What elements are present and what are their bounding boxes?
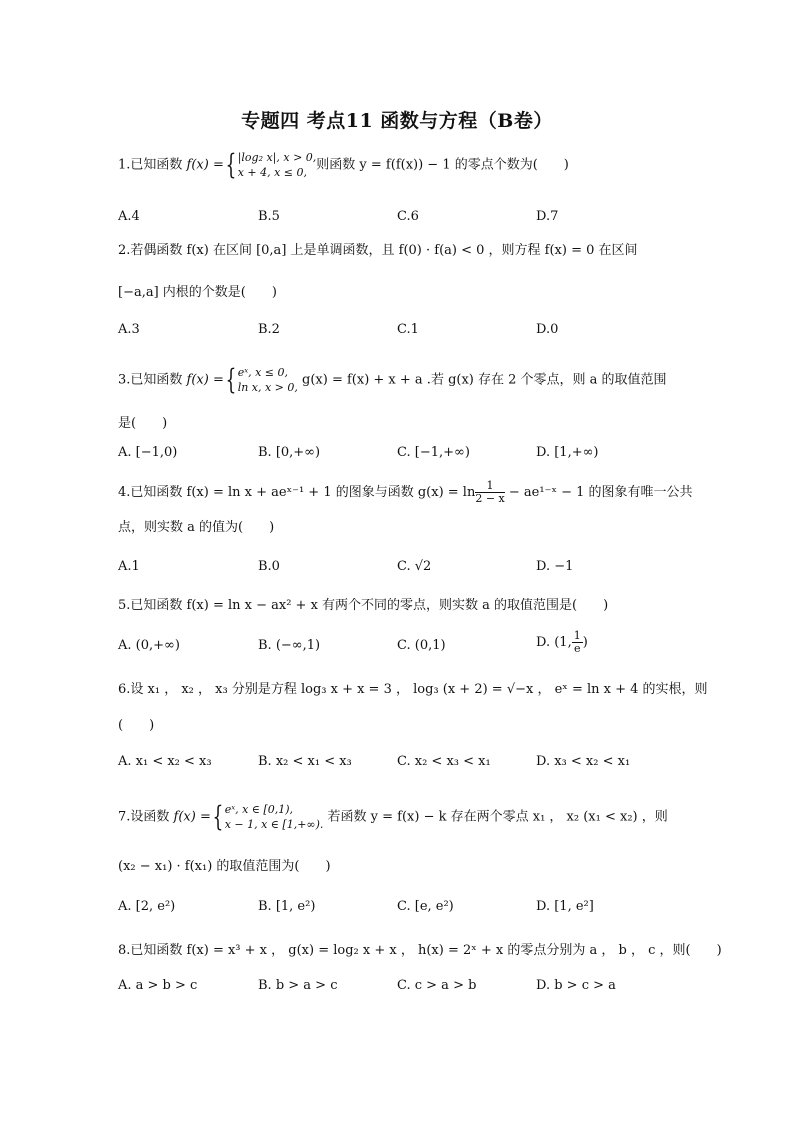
- fraction: $\frac{1}{2 - x}$: [475, 479, 505, 505]
- q1-option-d[interactable]: D.7: [536, 209, 559, 224]
- q8-option-d[interactable]: D. b > c > a: [536, 978, 616, 993]
- q4-option-b[interactable]: B.0: [258, 559, 280, 574]
- q3-option-c[interactable]: C. [−1,+∞): [397, 445, 470, 460]
- q7-option-d[interactable]: D. [1, e²]: [536, 899, 594, 914]
- q4-option-d[interactable]: D. −1: [536, 559, 574, 574]
- q5-option-d[interactable]: D. (1, $\frac{1}{e}$ ): [536, 629, 588, 655]
- q8-option-c[interactable]: C. c > a > b: [397, 978, 477, 993]
- brace-symbol: {: [225, 148, 237, 181]
- question-4-stem-cont: 点，则实数 a 的值为( ): [118, 520, 275, 535]
- question-5-stem: 5.已知函数 f(x) = ln x − ax² + x 有两个不同的零点，则实数 a 的取值范围是( ): [118, 598, 609, 613]
- brace-symbol: {: [212, 800, 224, 833]
- q4-option-a[interactable]: A.1: [118, 559, 140, 574]
- piecewise-cases: |log₂ x|, x > 0, x + 4, x ≤ 0,: [237, 151, 317, 179]
- fraction: $\frac{1}{e}$: [573, 629, 581, 655]
- brace-symbol: {: [225, 363, 237, 396]
- q6-option-c[interactable]: C. x₂ < x₃ < x₁: [397, 754, 491, 769]
- q7-option-b[interactable]: B. [1, e²): [258, 899, 316, 914]
- q5-option-c[interactable]: C. (0,1): [397, 638, 446, 653]
- question-6-stem-cont: ( ): [118, 718, 155, 733]
- q8-option-a[interactable]: A. a > b > c: [118, 978, 198, 993]
- question-2-stem-cont: [−a,a] 内根的个数是( ): [118, 285, 277, 300]
- q1-option-c[interactable]: C.6: [397, 209, 419, 224]
- q8-option-b[interactable]: B. b > a > c: [258, 978, 338, 993]
- page-title: 专题四 考点11 函数与方程（B卷）: [241, 110, 553, 132]
- q3-option-d[interactable]: D. [1,+∞): [536, 445, 599, 460]
- piecewise-cases: eˣ, x ∈ [0,1), x − 1, x ∈ [1,+∞).: [224, 803, 324, 831]
- question-7-stem-cont: (x₂ − x₁) · f(x₁) 的取值范围为( ): [118, 859, 331, 874]
- question-4-stem: 4.已知函数 f(x) = ln x + aeˣ⁻¹ + 1 的图象与函数 g(x) = ln $\frac{1}{2 - x}$ − ae¹⁻ˣ − 1 的图象有唯一公共: [118, 479, 693, 505]
- question-8-stem: 8.已知函数 f(x) = x³ + x ， g(x) = log₂ x + x ， h(x) = 2ˣ + x 的零点分别为 a ， b ， c ，则( ): [118, 943, 722, 958]
- question-2-stem: 2.若偶函数 f(x) 在区间 [0,a] 上是单调函数，且 f(0) · f(a) < 0 ，则方程 f(x) = 0 在区间: [118, 243, 638, 258]
- piecewise-cases: eˣ, x ≤ 0, ln x, x > 0,: [237, 366, 298, 394]
- q4-option-c[interactable]: C. √2: [397, 559, 432, 574]
- q1-option-b[interactable]: B.5: [258, 209, 280, 224]
- q2-option-b[interactable]: B.2: [258, 322, 280, 337]
- q1-option-a[interactable]: A.4: [118, 209, 140, 224]
- q2-option-a[interactable]: A.3: [118, 322, 140, 337]
- question-3-stem-cont: 是( ): [118, 416, 168, 431]
- q6-option-b[interactable]: B. x₂ < x₁ < x₃: [258, 754, 352, 769]
- q5-option-a[interactable]: A. (0,+∞): [118, 638, 180, 653]
- question-1-stem: 1.已知函数 f(x) ={ |log₂ x|, x > 0, x + 4, x ≤ 0, 则函数 y = f(f(x)) − 1 的零点个数为( ): [118, 148, 569, 181]
- question-3-stem: 3.已知函数 f(x) ={ eˣ, x ≤ 0, ln x, x > 0, g(x) = f(x) + x + a .若 g(x) 存在 2 个零点，则 a 的取值范围: [118, 363, 667, 396]
- question-6-stem: 6.设 x₁ ， x₂ ， x₃ 分别是方程 log₃ x + x = 3 ， log₃ (x + 2) = √−x ， eˣ = ln x + 4 的实根，则: [118, 682, 708, 697]
- q2-option-c[interactable]: C.1: [397, 322, 419, 337]
- q5-option-b[interactable]: B. (−∞,1): [258, 638, 321, 653]
- q6-option-a[interactable]: A. x₁ < x₂ < x₃: [118, 754, 212, 769]
- q3-option-b[interactable]: B. [0,+∞): [258, 445, 321, 460]
- q7-option-a[interactable]: A. [2, e²): [118, 899, 176, 914]
- question-7-stem: 7.设函数 f(x) ={ eˣ, x ∈ [0,1), x − 1, x ∈ [1,+∞). 若函数 y = f(x) − k 存在两个零点 x₁ ， x₂ (x₁ < x₂) ，则: [118, 800, 668, 833]
- q3-option-a[interactable]: A. [−1,0): [118, 445, 178, 460]
- q2-option-d[interactable]: D.0: [536, 322, 559, 337]
- q6-option-d[interactable]: D. x₃ < x₂ < x₁: [536, 754, 631, 769]
- q7-option-c[interactable]: C. [e, e²): [397, 899, 454, 914]
